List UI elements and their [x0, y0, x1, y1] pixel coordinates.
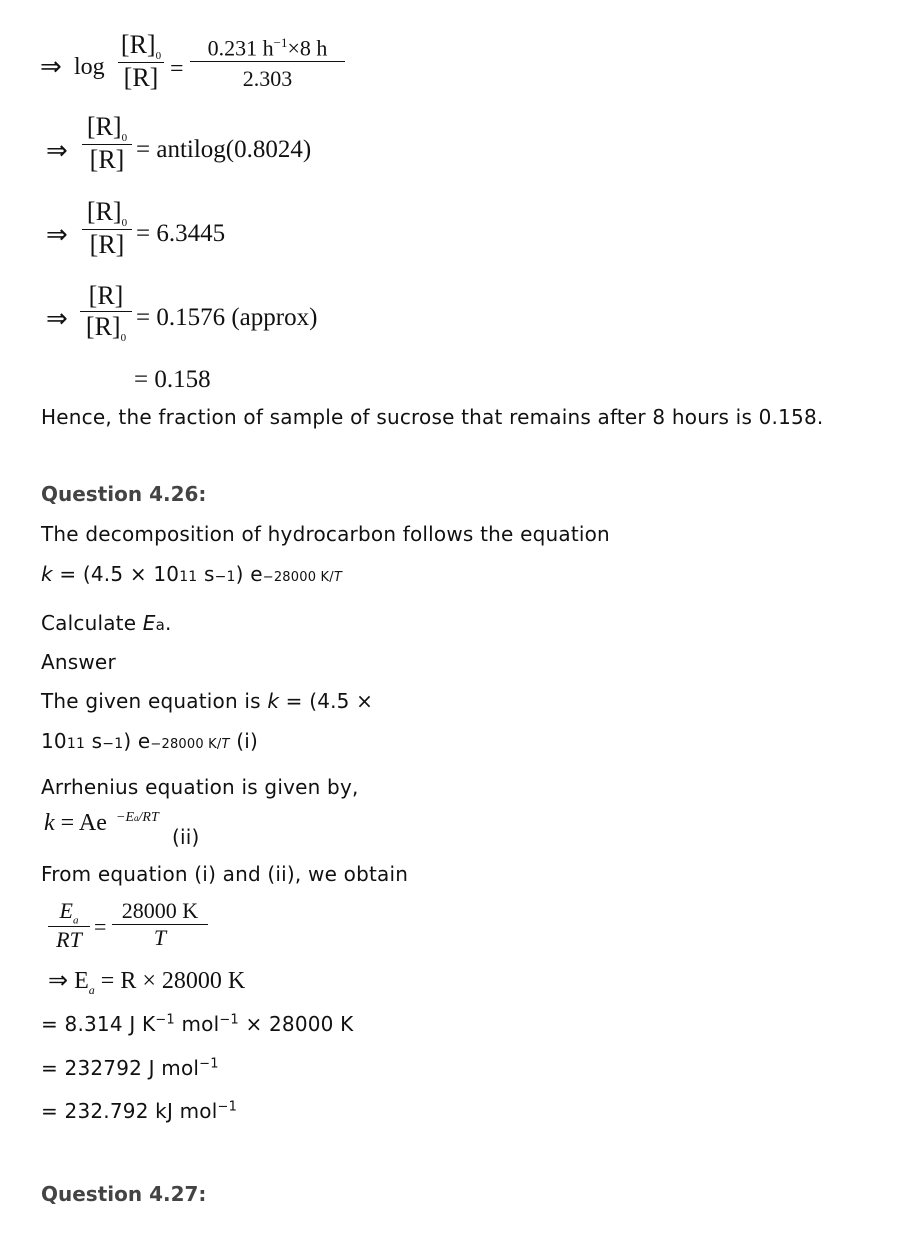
value-approx: = 0.1576 (approx) [136, 304, 318, 331]
implies-arrow: ⇒ [40, 52, 62, 81]
implies-arrow: ⇒ [46, 220, 68, 249]
arrhenius-lhs: k = Ae [44, 810, 107, 836]
given-equation-line1: The given equation is k = (4.5 × [41, 689, 374, 713]
ea-equals-r-line: ⇒ $E_a = R \times 28000$ K [48, 968, 246, 997]
equals-sign: = [170, 56, 184, 82]
numerator: $[R]_0$ [120, 30, 162, 63]
given-equation-line2: 1011 s−1) e−28000 K/T (i) [41, 729, 258, 753]
calculate-ea: Calculate Ea. [41, 611, 172, 635]
value-6-3445: = 6.3445 [136, 220, 226, 247]
fraction-r0-over-r [82, 197, 132, 260]
denominator: [R] [89, 230, 125, 260]
numerator: [R] [88, 281, 124, 310]
numerator: 28000 K [121, 898, 199, 923]
arrhenius-intro: Arrhenius equation is given by, [41, 775, 359, 799]
numerator: $[R]_0$ [86, 197, 128, 230]
calculation-line-2: = 232792 J mol$^{-1}$ [41, 1056, 219, 1080]
arrhenius-exponent: −Ea/RT [116, 810, 159, 825]
implies-arrow: ⇒ [46, 136, 68, 165]
fraction-r0-over-r [118, 30, 164, 93]
denominator: T [153, 925, 167, 950]
denominator: [R] [89, 145, 125, 175]
denominator: RT [56, 927, 82, 953]
conclusion-text: Hence, the fraction of sample of sucrose that remains after 8 hours is 0.158. [41, 405, 824, 429]
value-final: = 0.158 [134, 366, 211, 393]
fraction-r0-over-r [82, 112, 132, 175]
rate-equation: k = (4.5 × 1011 s−1) e−28000 K/T [41, 562, 342, 586]
antilog-expression: = antilog(0.8024) [136, 136, 312, 163]
denominator: 2.303 [242, 66, 293, 92]
question-text: The decomposition of hydrocarbon follows the equation [41, 522, 610, 546]
question-4-26-heading: Question 4.26: [41, 482, 207, 506]
implies-arrow: ⇒ [46, 304, 68, 333]
calculation-line-3: = 232.792 kJ mol$^{-1}$ [41, 1099, 238, 1123]
question-4-27-heading: Question 4.27: [41, 1182, 207, 1206]
answer-label: Answer [41, 650, 116, 674]
calculation-line-1: = 8.314 J $K^{-1}$ mol$^{-1}$ × 28000 K [41, 1012, 354, 1036]
fraction-ea-over-rt [48, 898, 90, 953]
log-label: log [74, 54, 105, 80]
equation-label-ii: (ii) [172, 825, 200, 849]
denominator: [R] [123, 63, 159, 93]
fraction-r-over-r0 [80, 281, 132, 344]
numerator: 0.231 $h^{-1}\times 8$ h [207, 35, 328, 61]
fraction-bar [190, 61, 345, 62]
equals-sign: = [94, 914, 107, 939]
numerator: $E_a$ [59, 898, 79, 927]
fraction-rate [190, 35, 345, 92]
from-equations-text: From equation (i) and (ii), we obtain [41, 862, 409, 886]
denominator: $[R]_0$ [85, 312, 127, 345]
arrhenius-equation [44, 810, 107, 837]
fraction-28000k-over-t [112, 898, 208, 951]
numerator: $[R]_0$ [86, 112, 128, 145]
